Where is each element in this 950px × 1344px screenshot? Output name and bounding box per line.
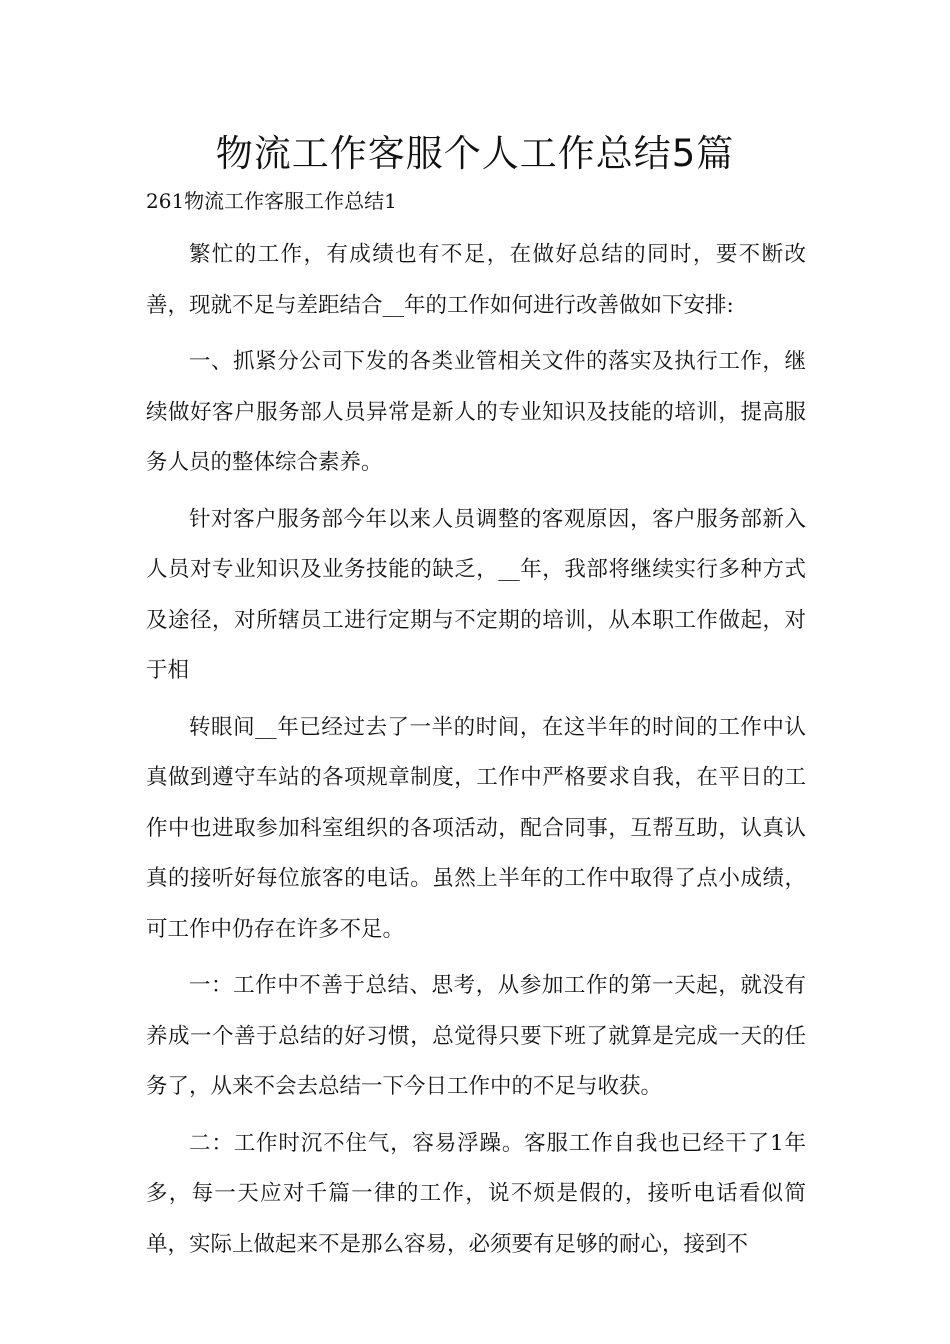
paragraph: 一：工作中不善于总结、思考，从参加工作的第一天起，就没有养成一个善于总结的好习惯，总觉得只要下班了就算是完成一天的任务了，从来不会去总结一下今日工作中的不足与收获。 [146, 973, 806, 1099]
document-title: 物流工作客服个人工作总结5篇 [215, 132, 735, 175]
paragraph: 二：工作时沉不住气，容易浮躁。客服工作自我也已经干了1年多，每一天应对千篇一律的工作，说不烦是假的，接听电话看似简单，实际上做起来不是那么容易，必须要有足够的耐心，接到不 [146, 1130, 806, 1257]
document-body [146, 230, 806, 1276]
paragraph: 繁忙的工作，有成绩也有不足，在做好总结的同时，要不断改善，现就不足与差距结合__年的工作如何进行改善做如下安排: [146, 242, 806, 318]
paragraph: 转眼间__年已经过去了一半的时间，在这半年的时间的工作中认真做到遵守车站的各项规章制度，工作中严格要求自我，在平日的工作中也进取参加科室组织的各项活动，配合同事，互帮互助，认真认真的接听好每位旅客的电话。虽然上半年的工作中取得了点小成绩，可工作中仍存在许多不足。 [146, 714, 806, 942]
paragraph: 针对客户服务部今年以来人员调整的客观原因，客户服务部新入人员对专业知识及业务技能的缺乏，__年，我部将继续实行多种方式及途径，对所辖员工进行定期与不定期的培训，从本职工作做起，对于相 [146, 506, 806, 683]
document-subtitle: 261物流工作客服工作总结1 [146, 189, 397, 213]
paragraph: 一、抓紧分公司下发的各类业管相关文件的落实及执行工作，继续做好客户服务部人员异常是新人的专业知识及技能的培训，提高服务人员的整体综合素养。 [146, 349, 806, 475]
